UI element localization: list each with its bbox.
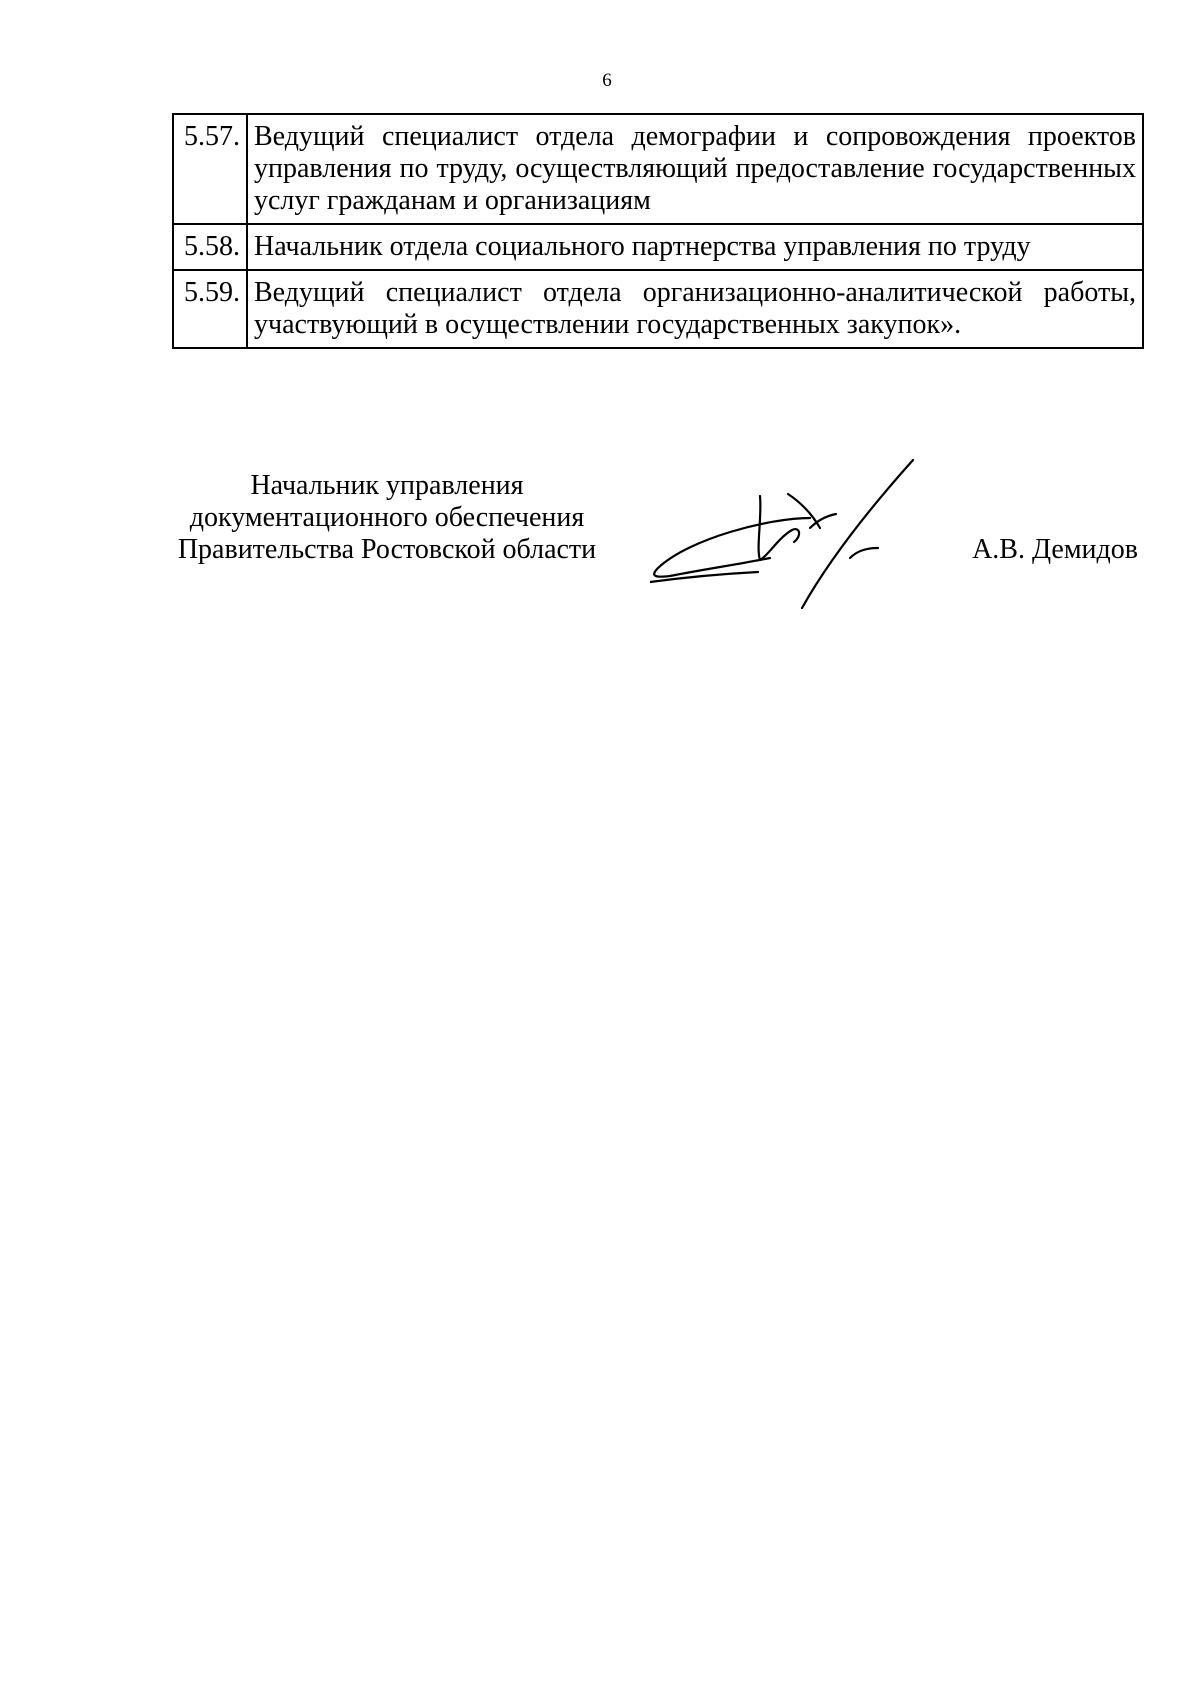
- row-number: 5.58.: [173, 224, 247, 270]
- signer-title-line: Начальник управления: [250, 470, 524, 501]
- signer-title: [172, 470, 602, 566]
- page-number: 6: [602, 70, 612, 91]
- table-row: [173, 270, 1143, 348]
- row-description: Ведущий специалист отдела организационно-аналитической работы, участвующий в осуществлении государственных закупок».: [247, 270, 1143, 348]
- handwritten-signature: [650, 458, 940, 618]
- row-description: Ведущий специалист отдела демографии и сопровождения проектов управления по труду, осуществляющий предоставление государственных услуг гражданам и организациям: [247, 114, 1143, 224]
- signer-title-line: Правительства Ростовской области: [177, 534, 597, 565]
- table-row: [173, 114, 1143, 224]
- table-row: [173, 224, 1143, 270]
- positions-table: [172, 113, 1144, 349]
- row-description: Начальник отдела социального партнерства управления по труду: [247, 224, 1143, 270]
- row-number: 5.57.: [173, 114, 247, 224]
- signer-name: А.В. Демидов: [972, 534, 1138, 565]
- row-number: 5.59.: [173, 270, 247, 348]
- signer-title-line: документационного обеспечения: [189, 502, 585, 533]
